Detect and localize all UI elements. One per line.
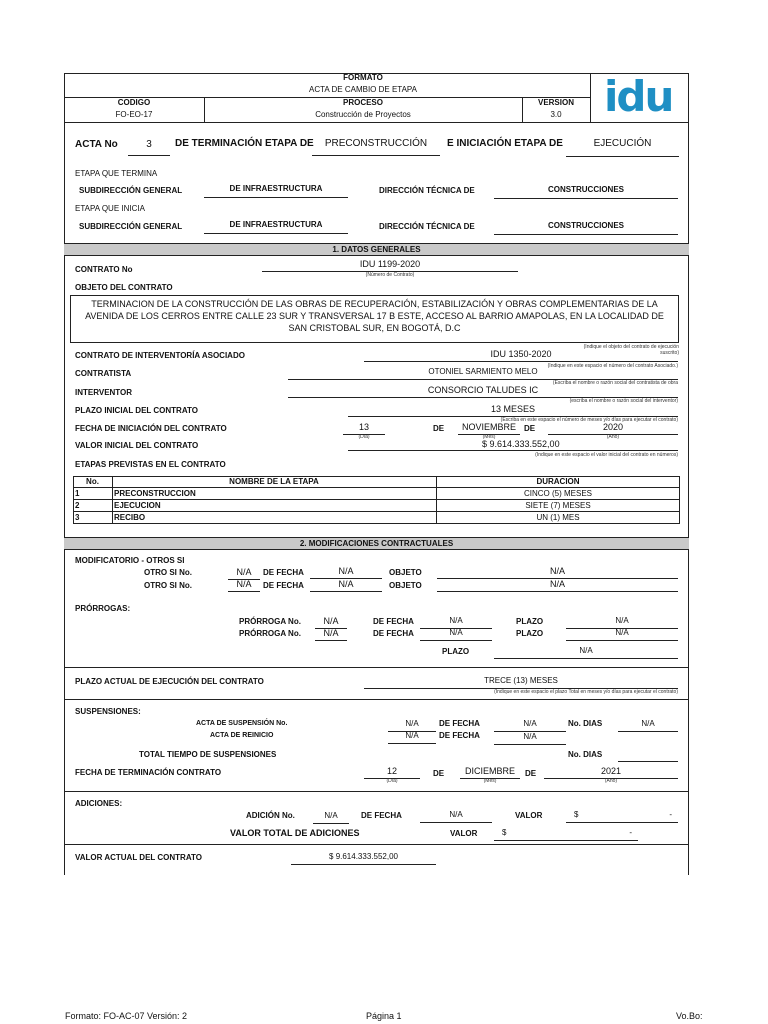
de-fecha-label: DE FECHA — [439, 731, 480, 740]
anio-hint: (Año) — [604, 778, 618, 784]
valor-actual-label: VALOR ACTUAL DEL CONTRATO — [75, 853, 202, 862]
adicion-valor-field — [566, 810, 678, 823]
subdireccion-value-2: DE INFRAESTRUCTURA — [204, 220, 348, 234]
table-row-duracion: CINCO (5) MESES — [523, 489, 592, 498]
direccion-label-1: DIRECCIÓN TÉCNICA DE — [379, 186, 475, 195]
prorroga-2-fecha: N/A — [420, 628, 492, 641]
currency-symbol: $ — [502, 828, 507, 837]
interventoria-label: CONTRATO DE INTERVENTORÍA ASOCIADO — [75, 351, 245, 360]
valor-inicial-value: $ 9.614.333.552,00 — [348, 439, 678, 451]
plazo-total-value: N/A — [494, 646, 678, 659]
divider — [64, 791, 689, 792]
prorroga-no-label-2: PRÓRROGA No. — [239, 629, 301, 638]
suspension-no: N/A — [388, 719, 436, 732]
acta-number: 3 — [128, 139, 170, 156]
objeto-hint: (Indique el objeto del contrato de ejecución suscrito) — [583, 344, 679, 356]
term-de-1: DE — [433, 769, 445, 778]
otrosi-no-label-2: OTRO SI No. — [144, 581, 192, 590]
table-row-no: 3 — [75, 513, 80, 522]
adiciones-label: ADICIONES: — [75, 799, 123, 808]
term-mes: DICIEMBRE — [460, 766, 520, 779]
dash: - — [669, 810, 672, 819]
plazo-actual-value: TRECE (13) MESES — [364, 676, 678, 689]
th-duracion: DURACION — [536, 477, 580, 486]
otrosi-2-fecha: N/A — [310, 579, 382, 592]
th-nombre: NOMBRE DE LA ETAPA — [229, 477, 319, 486]
objeto-label: OBJETO — [389, 581, 422, 590]
prorroga-no-label-1: PRÓRROGA No. — [239, 617, 301, 626]
plazo-actual-hint: (Indique en este espacio el plazo Total en meses y/o días para ejecutar el contrato) — [494, 689, 678, 695]
footer-pagina: Página 1 — [366, 1011, 402, 1021]
mes-hint: (Mes) — [482, 434, 496, 440]
de-fecha-label: DE FECHA — [263, 581, 304, 590]
direccion-value-2: CONSTRUCCIONES — [494, 221, 678, 235]
contratista-label: CONTRATISTA — [75, 369, 132, 378]
codigo-value: FO-EO-17 — [115, 110, 153, 119]
table-row-duracion: SIETE (7) MESES — [525, 501, 591, 510]
no-dias-label: No. DIAS — [568, 719, 603, 728]
interventoria-hint: (Indique en este espacio el número del contrato Asociado.) — [547, 363, 678, 369]
no-dias-value: N/A — [618, 719, 678, 732]
suspension-fecha: N/A — [494, 719, 566, 732]
interventor-hint: (escriba el nombre o razón social del interventor) — [569, 398, 678, 404]
suspensiones-label: SUSPENSIONES: — [75, 707, 141, 716]
objeto-label: OBJETO — [389, 568, 422, 577]
terminacion-label: DE TERMINACIÓN ETAPA DE — [175, 138, 314, 149]
total-dias-field — [618, 749, 678, 762]
valor-total-field — [494, 828, 638, 841]
prorroga-2-no: N/A — [315, 628, 347, 641]
dia-hint: (Día) — [358, 434, 370, 440]
idu-logo: idu — [604, 72, 673, 121]
terminacion-value: PRECONSTRUCCIÓN — [312, 138, 440, 156]
prorroga-1-fecha: N/A — [420, 616, 492, 629]
term-de-2: DE — [525, 769, 537, 778]
dia-hint: (Día) — [386, 778, 398, 784]
formato-label: FORMATO — [343, 73, 383, 82]
acta-suspension-label: ACTA DE SUSPENSIÓN No. — [196, 720, 288, 727]
interventor-label: INTERVENTOR — [75, 388, 133, 397]
acta-reinicio-label: ACTA DE REINICIO — [210, 732, 274, 739]
subdireccion-value-1: DE INFRAESTRUCTURA — [204, 184, 348, 198]
plazo-inicial-value: 13 MESES — [348, 404, 678, 417]
prorroga-1-plazo: N/A — [566, 616, 678, 629]
valor-inicial-hint: (Indique en este espacio el valor inicial del contrato en números) — [535, 452, 678, 458]
proceso-label: PROCESO — [342, 98, 383, 107]
otrosi-1-objeto: N/A — [437, 566, 678, 579]
valor-total-adiciones-label: VALOR TOTAL DE ADICIONES — [230, 828, 360, 838]
etapa-inicia-label: ETAPA QUE INICIA — [75, 204, 145, 213]
total-suspensiones-label: TOTAL TIEMPO DE SUSPENSIONES — [139, 750, 277, 759]
subdireccion-label-2: SUBDIRECCIÓN GENERAL — [79, 222, 183, 231]
adicion-no-label: ADICIÓN No. — [246, 811, 295, 820]
valor-label-2: VALOR — [450, 829, 478, 838]
direccion-value-1: CONSTRUCCIONES — [494, 185, 678, 199]
divider — [64, 667, 689, 668]
fecha-terminacion-label: FECHA DE TERMINACIÓN CONTRATO — [75, 768, 222, 777]
objeto-text: TERMINACION DE LA CONSTRUCCIÓN DE LAS OBRAS DE RECUPERACIÓN, ESTABILIZACIÓN Y OBRAS COMPLEMENTARIAS DE LA AVENIDA DE LOS CERROS ENTRE CALLE 23 SUR Y TRANSVERSAL 17 B ESTE, ACCESO AL BARRIO AMAPOLAS, EN LA LOCALIDAD DE SAN CRISTOBAL SUR, EN BOGOTÁ, D.C — [70, 295, 679, 343]
prorrogas-label: PRÓRROGAS: — [75, 604, 131, 613]
objeto-label: OBJETO DEL CONTRATO — [75, 283, 173, 292]
plazo-actual-label: PLAZO ACTUAL DE EJECUCIÓN DEL CONTRATO — [75, 677, 264, 686]
footer-formato: Formato: FO-AC-07 Versión: 2 — [65, 1011, 188, 1021]
divider — [64, 699, 689, 700]
currency-symbol: $ — [574, 810, 579, 819]
valor-actual-value: $ 9.614.333.552,00 — [291, 852, 436, 865]
form-right-border — [688, 123, 689, 875]
otrosi-1-no: N/A — [228, 567, 260, 580]
table-row-nombre: PRECONSTRUCCION — [114, 489, 196, 498]
otrosi-label: MODIFICATORIO - OTROS SI — [75, 556, 185, 565]
prorroga-2-plazo: N/A — [566, 628, 678, 641]
proceso-value: Construcción de Proyectos — [315, 110, 411, 119]
de-fecha-label: DE FECHA — [263, 568, 304, 577]
no-dias-label: No. DIAS — [568, 750, 603, 759]
contrato-label: CONTRATO No — [75, 265, 133, 274]
section-modificaciones: 2. MODIFICACIONES CONTRACTUALES — [64, 537, 689, 550]
table-row-nombre: RECIBO — [114, 513, 146, 522]
de-fecha-label: DE FECHA — [439, 719, 480, 728]
codigo-label: CODIGO — [117, 98, 151, 107]
etapas-previstas-label: ETAPAS PREVISTAS EN EL CONTRATO — [75, 460, 226, 469]
adicion-fecha: N/A — [420, 810, 492, 823]
adicion-no: N/A — [313, 811, 349, 824]
iniciacion-value: EJECUCIÓN — [566, 138, 679, 157]
fecha-de-1: DE — [433, 424, 445, 433]
plazo-inicial-hint: (Escriba en este espacio el número de meses y/o días para ejecutar el contrato) — [500, 417, 678, 423]
version-value: 3.0 — [550, 110, 562, 119]
term-anio: 2021 — [544, 766, 678, 779]
interventoria-value: IDU 1350-2020 — [364, 349, 678, 362]
contrato-hint: (Número de Contrato) — [365, 272, 415, 278]
fecha-iniciacion-label: FECHA DE INICIACIÓN DEL CONTRATO — [75, 424, 227, 433]
direccion-label-2: DIRECCIÓN TÉCNICA DE — [379, 222, 475, 231]
anio-hint: (Año) — [606, 434, 620, 440]
section-datos-generales: 1. DATOS GENERALES — [64, 243, 689, 256]
reinicio-no: N/A — [388, 731, 436, 744]
table-row-nombre: EJECUCION — [114, 501, 161, 510]
de-fecha-label: DE FECHA — [373, 629, 414, 638]
de-fecha-label: DE FECHA — [373, 617, 414, 626]
interventor-value: CONSORCIO TALUDES IC — [288, 385, 678, 398]
footer-vobo: Vo.Bo: — [676, 1011, 703, 1021]
etapa-termina-label: ETAPA QUE TERMINA — [75, 169, 158, 178]
divider — [64, 844, 689, 845]
table-row-duracion: UN (1) MES — [536, 513, 580, 522]
term-dia: 12 — [364, 766, 420, 779]
th-no: No. — [86, 477, 99, 486]
otrosi-1-fecha: N/A — [310, 566, 382, 579]
version-label: VERSION — [537, 98, 574, 107]
plazo-label: PLAZO — [516, 629, 544, 638]
table-row-no: 1 — [75, 489, 80, 498]
prorroga-1-no: N/A — [315, 616, 347, 629]
acta-label: ACTA No — [75, 139, 118, 150]
table-row-no: 2 — [75, 501, 80, 510]
valor-inicial-label: VALOR INICIAL DEL CONTRATO — [75, 441, 199, 450]
fecha-de-2: DE — [524, 424, 536, 433]
iniciacion-label: E INICIACIÓN ETAPA DE — [447, 138, 563, 149]
otrosi-no-label-1: OTRO SI No. — [144, 568, 192, 577]
dash: - — [629, 828, 632, 837]
otrosi-2-objeto: N/A — [437, 579, 678, 592]
plazo-label: PLAZO — [516, 617, 544, 626]
form-left-border — [64, 123, 65, 875]
contrato-value: IDU 1199-2020 — [262, 259, 518, 272]
fecha-iniciacion-mes: NOVIEMBRE — [458, 422, 520, 435]
mes-hint: (Mes) — [483, 778, 497, 784]
subdireccion-label-1: SUBDIRECCIÓN GENERAL — [79, 186, 183, 195]
fecha-iniciacion-dia: 13 — [343, 422, 385, 435]
plazo-inicial-label: PLAZO INICIAL DEL CONTRATO — [75, 406, 198, 415]
contratista-hint: (Escriba el nombre o razón social del contratista de obra — [552, 380, 678, 386]
plazo-total-label: PLAZO — [442, 647, 470, 656]
otrosi-2-no: N/A — [228, 579, 260, 592]
reinicio-fecha: N/A — [494, 732, 566, 745]
fecha-iniciacion-anio: 2020 — [548, 422, 678, 435]
de-fecha-label: DE FECHA — [361, 811, 402, 820]
valor-label: VALOR — [515, 811, 543, 820]
contratista-value: OTONIEL SARMIENTO MELO — [288, 367, 678, 380]
document-title: ACTA DE CAMBIO DE ETAPA — [308, 85, 418, 94]
